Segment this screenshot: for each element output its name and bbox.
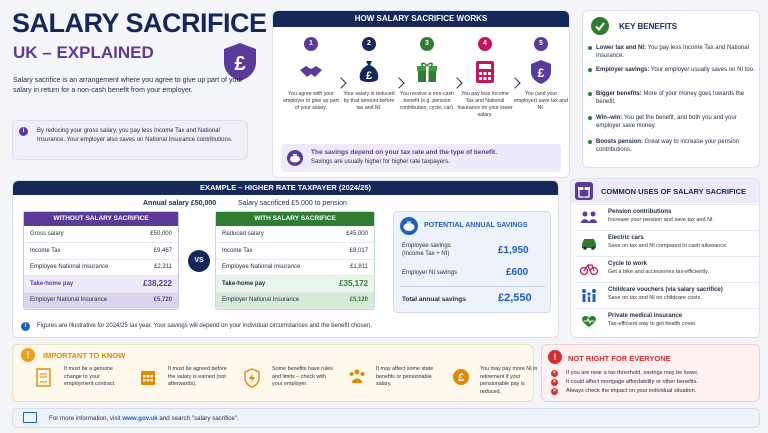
- info-box: [12, 120, 248, 160]
- bullet-icon: [588, 68, 592, 72]
- table-row: [216, 226, 374, 243]
- with-rows: [216, 226, 374, 309]
- important-text: It must be a genuine change to your employment contract.: [64, 366, 116, 388]
- annual-salary-label: Annual salary £50,000: [143, 200, 217, 207]
- bullet-icon: [588, 140, 592, 144]
- benefit-title: Lower tax and NI:: [596, 45, 647, 51]
- piggy-bank-icon: [287, 150, 303, 166]
- benefit-item: [596, 138, 756, 154]
- gov-link[interactable]: www.gov.uk: [122, 415, 158, 422]
- savings-box: [393, 211, 551, 313]
- step-number: 4: [478, 37, 492, 51]
- step-text: You agree with your employer to give up part of your salary.: [283, 91, 339, 112]
- important-title: IMPORTANT TO KNOW: [43, 351, 126, 360]
- info-icon: i: [19, 127, 28, 136]
- car-icon: [580, 236, 596, 250]
- footer-prefix: For more information, visit: [49, 415, 123, 422]
- info-text: By reducing your gross salary, you pay less Income Tax and National Insurance. Your employer also saves on National Insurance contributions.: [37, 128, 233, 143]
- info-icon: i: [21, 322, 30, 331]
- shield-bolt-icon: [244, 368, 260, 388]
- not-right-item: If you are near a tax threshold, savings may be lower.: [566, 370, 699, 376]
- benefit-item: [596, 114, 756, 130]
- key-benefits-title: KEY BENEFITS: [619, 22, 678, 31]
- employee-savings-value: £1,950: [498, 245, 529, 256]
- row-value: £2,311: [130, 259, 178, 276]
- benefit-item: [596, 66, 756, 74]
- table-row: [216, 243, 374, 260]
- use-desc: Save on tax and NI compared to cash allowance.: [608, 243, 728, 249]
- footer-text: [49, 415, 239, 422]
- with-table: [215, 211, 375, 310]
- health-heart-icon: [580, 314, 596, 328]
- gift-icon: [575, 182, 593, 200]
- step-text: You (and your employer) save tax and NI.: [514, 91, 568, 112]
- important-text: It must be agreed before the salary is earned (not afterwards).: [168, 366, 227, 388]
- benefit-text: More of your money goes towards the benefit.: [596, 91, 745, 106]
- benefit-title: Bigger benefits:: [596, 91, 642, 97]
- table-row: [216, 259, 374, 276]
- use-title: Cycle to work: [608, 261, 648, 267]
- step-2: [341, 37, 397, 112]
- use-desc: Increase your pension and save tax and NI.: [608, 217, 715, 223]
- use-title: Childcare vouchers (via salary sacrifice): [608, 287, 723, 293]
- use-title: Pension contributions: [608, 209, 672, 215]
- takehome-value: £35,172: [325, 276, 374, 293]
- piggy-bank-icon: [400, 217, 418, 235]
- use-desc: Get a bike and accessories tax-efficiently.: [608, 269, 709, 275]
- pound-shield-icon: [528, 59, 554, 85]
- svg-text:£: £: [234, 53, 246, 75]
- how-note: Savings are usually higher for higher rate taxpayers.: [311, 159, 450, 165]
- bicycle-icon: [580, 262, 596, 276]
- employer-ni-value: £5,720: [130, 292, 178, 309]
- row-value: £9,467: [130, 243, 178, 260]
- footer-suffix: and search "salary sacrifice".: [157, 415, 239, 422]
- alert-icon: !: [548, 350, 562, 364]
- employer-savings-value: £600: [506, 267, 529, 278]
- svg-text:£: £: [537, 66, 545, 80]
- page-subtitle: UK – EXPLAINED: [13, 43, 154, 62]
- table-row: [24, 226, 178, 243]
- use-desc: Save on tax and NI on childcare costs.: [608, 295, 702, 301]
- benefit-item: [596, 44, 756, 60]
- group-icon: [348, 368, 364, 388]
- row-label: Reduced salary: [216, 226, 325, 243]
- use-item: [576, 204, 760, 229]
- benefit-item: [596, 90, 756, 106]
- step-5: [513, 37, 569, 112]
- pound-coin-icon: [452, 368, 468, 388]
- important-text: Some benefits have rules and limits – check with your employer.: [272, 366, 333, 388]
- how-title: HOW SALARY SACRIFICE WORKS: [273, 11, 569, 27]
- employer-ni-value: £5,120: [325, 292, 374, 309]
- use-item: [576, 230, 760, 255]
- row-value: £50,000: [130, 226, 178, 243]
- bullet-icon: [588, 92, 592, 96]
- use-item: [576, 256, 760, 281]
- intro-text: Salary sacrifice is an arrangement where you agree to give up part of your salary in return for a non-cash benefit from your employer.: [13, 77, 243, 94]
- benefit-title: Win–win:: [596, 115, 623, 121]
- handshake-icon: [298, 59, 324, 85]
- employer-savings-label: Employer NI savings: [402, 270, 458, 276]
- row-value: £8,017: [325, 243, 374, 260]
- takehome-label: Take-home pay: [216, 276, 325, 293]
- use-desc: Tax-efficient way to get health cover.: [608, 321, 697, 327]
- example-panel: [12, 180, 559, 338]
- common-uses-title: COMMON USES OF SALARY SACRIFICE: [601, 187, 747, 196]
- employer-ni-label: Employer National Insurance: [24, 292, 130, 309]
- people-icon: [580, 210, 596, 224]
- step-text: Your salary is reduced by that amount before tax and NI.: [343, 91, 395, 112]
- row-label: Employee National Insurance: [24, 259, 130, 276]
- benefit-title: Boosts pension:: [596, 139, 644, 145]
- sacrificed-label: Salary sacrificed £5,000 to pension: [238, 200, 347, 207]
- how-note-box: [281, 144, 561, 172]
- step-text: You receive a non-cash benefit (e.g. pension contribution, cycle, car).: [399, 91, 455, 112]
- step-number: 5: [534, 37, 548, 51]
- page-title: SALARY SACRIFICE: [12, 8, 267, 38]
- takehome-label: Take-home pay: [24, 276, 130, 293]
- row-label: Income Tax: [24, 243, 130, 260]
- employee-savings-label: Employee savings (Income Tax + NI): [402, 243, 451, 258]
- use-item: [576, 308, 760, 333]
- use-title: Electric cars: [608, 235, 644, 241]
- footer-bar: [12, 408, 760, 428]
- contract-icon: [36, 368, 52, 388]
- without-rows: [24, 226, 178, 309]
- how-it-works-panel: [272, 10, 570, 178]
- benefit-text: You get the benefit, and both you and your employer save money.: [596, 115, 737, 130]
- row-value: £1,811: [325, 259, 374, 276]
- not-right-title: NOT RIGHT FOR EVERYONE: [568, 354, 671, 363]
- row-label: Gross salary: [24, 226, 130, 243]
- row-value: £45,000: [325, 226, 374, 243]
- employer-ni-label: Employer National Insurance: [216, 292, 325, 309]
- total-savings-value: £2,550: [498, 292, 532, 304]
- money-bag-icon: [356, 59, 382, 85]
- not-right-item: It could affect mortgage affordability or other benefits.: [566, 379, 698, 385]
- important-text: It may affect some state benefits or pensionable salary.: [376, 366, 434, 388]
- x-icon: ×: [551, 370, 558, 377]
- not-right-item: Always check the impact on your individual situation.: [566, 388, 697, 394]
- with-title: WITH SALARY SACRIFICE: [216, 212, 374, 226]
- step-number: 2: [362, 37, 376, 51]
- benefit-title: Employer savings:: [596, 67, 650, 73]
- savings-title: POTENTIAL ANNUAL SAVINGS: [424, 222, 528, 229]
- bullet-icon: [588, 116, 592, 120]
- benefit-text: You pay less Income Tax and National Insurance.: [596, 45, 749, 60]
- step-number: 3: [420, 37, 434, 51]
- step-text: You pay less Income Tax and National Insurance on your lower salary.: [457, 91, 513, 119]
- step-4: [457, 37, 513, 119]
- svg-text:£: £: [457, 372, 465, 384]
- takehome-value: £38,222: [130, 276, 178, 293]
- bullet-icon: [588, 46, 592, 50]
- vs-badge: VS: [188, 250, 210, 272]
- row-label: Income Tax: [216, 243, 325, 260]
- family-icon: [580, 288, 596, 302]
- warning-icon: !: [21, 348, 35, 362]
- step-1: [283, 37, 339, 112]
- table-row: [24, 243, 178, 260]
- without-title: WITHOUT SALARY SACRIFICE: [24, 212, 178, 226]
- without-table: [23, 211, 179, 310]
- important-text: You may pay more NI in retirement if your pensionable pay is reduced.: [480, 366, 538, 395]
- calculator-icon: [472, 59, 498, 85]
- table-row: [24, 259, 178, 276]
- row-label: Employee National Insurance: [216, 259, 325, 276]
- step-number: 1: [304, 37, 318, 51]
- x-icon: ×: [551, 388, 558, 395]
- step-3: [399, 37, 455, 112]
- example-footnote: Figures are illustrative for 2024/25 tax year. Your savings will depend on your individual circumstances and the benefit chosen.: [37, 323, 372, 329]
- benefit-text: Great way to increase your pension contributions.: [596, 139, 740, 154]
- svg-text:£: £: [365, 70, 373, 82]
- computer-icon: [23, 412, 37, 423]
- how-note-bold: The savings depend on your tax rate and the type of benefit.: [311, 149, 498, 156]
- use-title: Private medical insurance: [608, 313, 683, 319]
- use-item: [576, 282, 760, 307]
- benefit-text: Your employer usually saves on NI too.: [649, 67, 755, 73]
- total-savings-label: Total annual savings: [402, 296, 466, 303]
- gift-icon: [414, 59, 440, 85]
- check-icon: [591, 17, 609, 35]
- calendar-icon: [140, 368, 156, 388]
- example-title: EXAMPLE – HIGHER RATE TAXPAYER (2024/25): [13, 181, 558, 195]
- x-icon: ×: [551, 379, 558, 386]
